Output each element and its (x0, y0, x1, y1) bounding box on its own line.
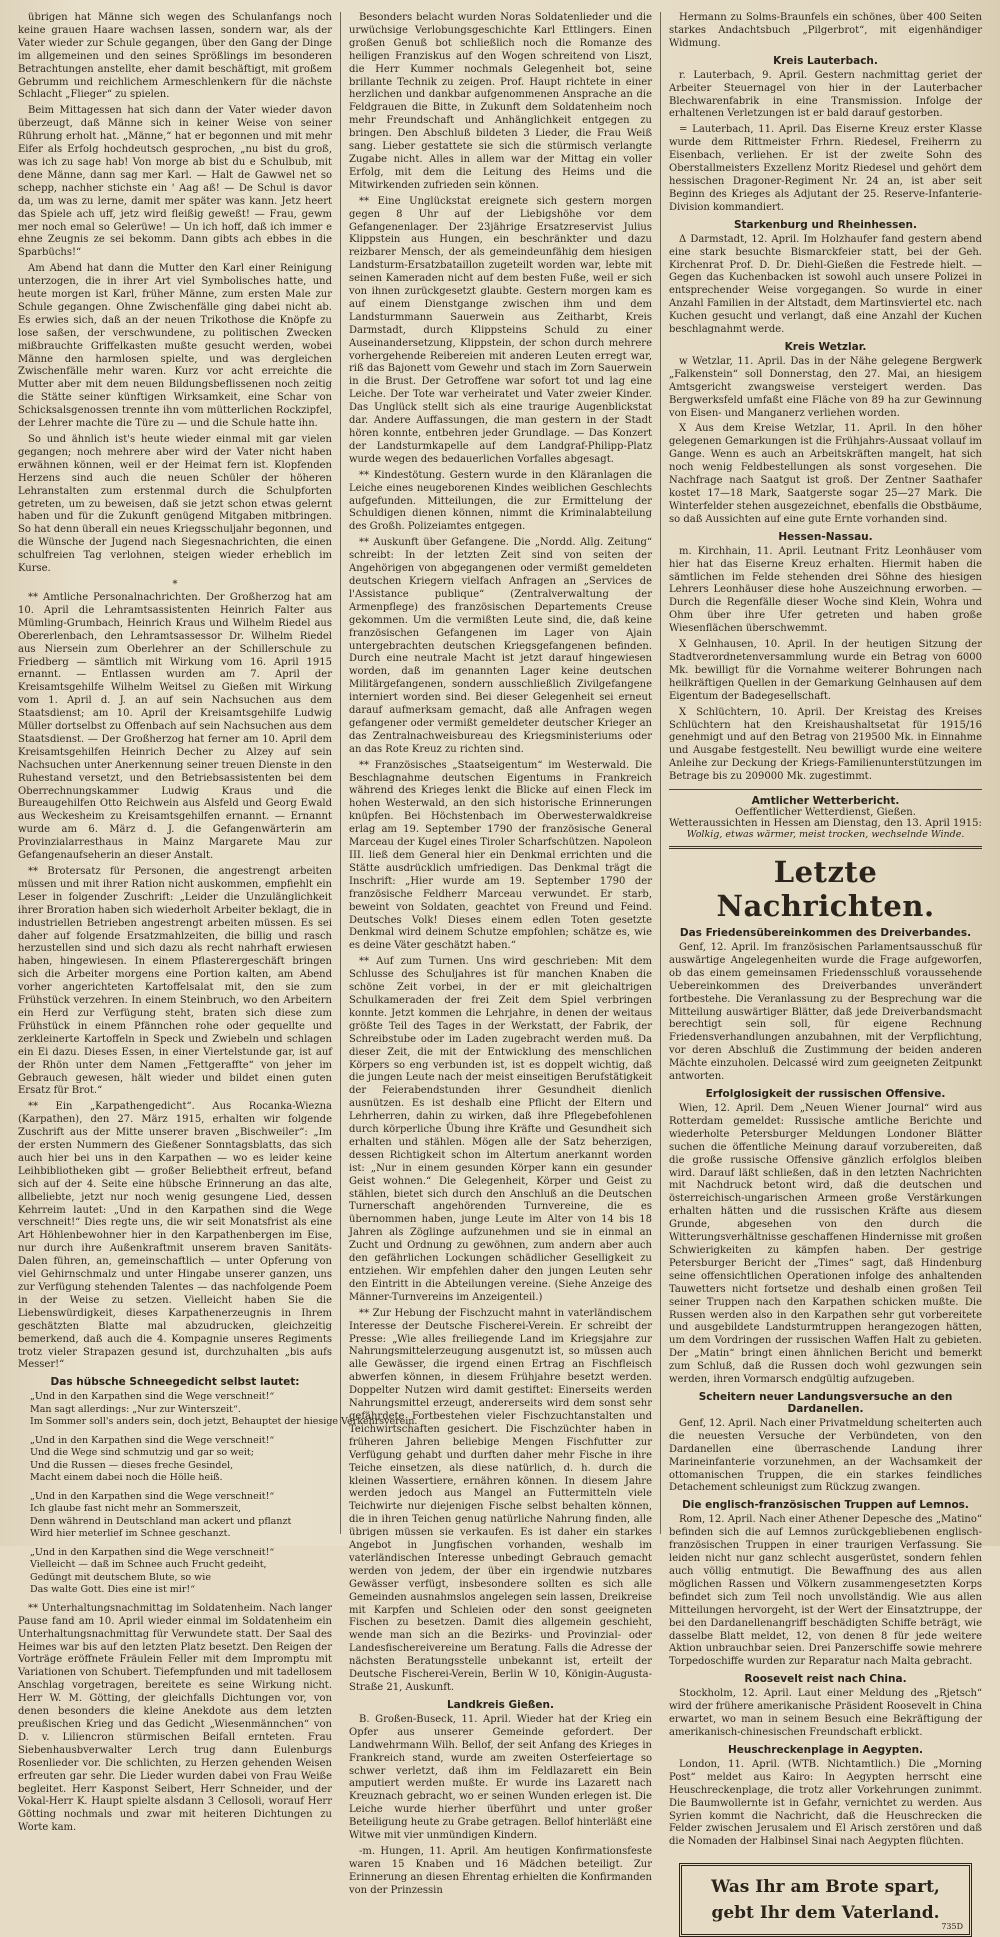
article-hungen: -m. Hungen, 11. April. Am heutigen Konfirmationsfeste waren 15 Knaben und 16 Mädchen beteiligt. Zur Erinnerung an diesen Ehrentag erhielten die Konfirmanden von der Prinzessin (349, 1845, 652, 1896)
column-left (10, 12, 418, 1834)
verse-line: Man sagt allerdings: „Nur zur Winterszeit“. (30, 1403, 241, 1415)
verse-line: Gedüngt mit deutschem Blute, so wie (30, 1571, 211, 1583)
article-dardanellen: Genf, 12. April. Nach einer Privatmeldung scheiterten auch die neuesten Versuche der Verbündeten, von den Dardanellen eine überraschende Landung ihrer Marineinfanterie vorzunehmen, an der Wachsamkeit der ottomanischen Truppen, die ein starkes feindliches Detachement schleunigst zum Rückzug zwangen. (669, 1417, 982, 1494)
section-heading: Landkreis Gießen. (446, 1698, 555, 1711)
article-lemnos: Rom, 12. April. Nach einer Athener Depesche des „Matino“ befinden sich die auf Lemnos zurückgebliebenen englisch-französischen Truppen in einer traurigen Verfassung. Sie leiden nicht nur ganz schlecht ausgerüstet, sondern fehlen auch völlig entmutigt. Die Bewaffnung des aus allen möglichen Rassen und Völkern zusammengesetzten Korps befindet sich zum Teil noch unvollständig. Wie aus allen Mitteilungen hervorgeht, ist der Wert der Einsatztruppe, der bei den Dardanellenangriff beschädigten Schiffe beträgt, wie dasselbe Blatt meldet, 12, von denen 8 für jede weitere Aktion unbrauchbar seien. Drei Panzerschiffe sowie mehrere Torpedoschiffe wurden zur Reparatur nach Malta gebracht. (669, 1514, 982, 1668)
section-heading: Heuschreckenplage in Aegypten. (727, 1743, 924, 1756)
column-right (660, 12, 990, 1932)
section-heading: Das Friedensübereinkommen des Dreiverbandes. (679, 927, 972, 940)
article-genf: Genf, 12. April. Im französischen Parlamentsausschuß für auswärtige Angelegenheiten wurde die Frage aufgeworfen, ob das einem gemeinsamen Friedensschluß voraussehende Uebereinkommen des Dreiverbandes unverändert fortbestehe. Die Veranlassung zu der Besprechung war die Mitteilung auswärtiger Blätter, daß jede Dreiverbandsmacht berechtigt sein soll, für eigene Rechnung Friedensverhandlungen anzubahnen, mit der Verpflichtung, vor deren Abschluß die Zustimmung der beiden anderen Mächte einzuholen. Delcassé wird zum geeigneten Zeitpunkt antworten. (669, 942, 982, 1083)
verse-line: Und die Russen — dieses freche Gesindel, (30, 1459, 234, 1471)
divider (669, 789, 982, 790)
section-heading: Starkenburg und Rheinhessen. (733, 218, 918, 231)
article-schluechtern: X Schlüchtern, 10. April. Der Kreistag des Kreises Schlüchtern hat den Kreishaushaltsetat für 1915/16 genehmigt und auf den Betrag von 219500 Mk. in Einnahme und Ausgabe festgestellt. Neu bewilligt wurde eine weitere Anleihe zur Deckung der Kriegs-Familienunterstützungen im Betrage bis zu 209000 Mk. zugestimmt. (669, 706, 982, 783)
article-lauterbach-kreuz: = Lauterbach, 11. April. Das Eiserne Kreuz erster Klasse wurde dem Rittmeister Frhrn. Riedesel, Freiherrn zu Eisenbach, verliehen. Er ist der zweite Sohn des Oberstallmeisters Exzellenz Moritz Riedesel und gehört dem hessischen Dragoner-Regiment Nr. 24 an, ist aber seit Beginn des Krieges als Adjutant der 25. Reserve-Infanterie-Division kommandiert. (669, 124, 982, 213)
verse-line: „Und in den Karpathen sind die Wege verschneit!“ (30, 1490, 275, 1502)
verse-line: Das walte Gott. Dies eine ist mir!“ (30, 1584, 196, 1596)
article-turnen: ** Auf zum Turnen. Uns wird geschrieben: Mit dem Schlusse des Schuljahres ist für manchen Knaben die schöne Zeit vorbei, in der er mit gleichaltrigen Schulkameraden der frei Zeit dem Spiel verbringen konnte. Jetzt kommen die Lehrjahre, in denen der weitaus größte Teil des Tages in der Werkstatt, der Fabrik, der Schreibstube oder im Laden zugebracht werden muß. Da dieser Zeit, die mit der Entwicklung des menschlichen Körpers so eng verbunden ist, ist es doppelt wichtig, daß die jungen Leute nach der meist einseitigen Berufstätigkeit der Feierabendstunden ihrer Gesundheit dienlich ausnützen. Es ist deshalb eine Pflicht der Eltern und Lehrherren, dahin zu wirken, daß ihre Pflegebefohlenen durch körperliche Übung ihre Kräfte und Gesundheit sich erhalten und stählen. Mögen alle der Satz beherzigen, dessen Richtigkeit schon im Altertum anerkannt worden ist: „Nur in einem gesunden Körper kann ein gesunder Geist wohnen.“ Die Gelegenheit, Körper und Geist zu stählen, bietet sich durch den Anschluß an die Deutschen Turnerschaft angehörenden Turnvereine, die es übernommen haben, junge Leute im Alter von 14 bis 18 Jahren als Zöglinge aufzunehmen und sie in einmal an Zucht und Ordnung zu gewöhnen, zum andern aber auch den gefährlichen Lockungen schädlicher Geselligkeit zu entziehen. Wir empfehlen daher den jungen Leuten sehr den Eintritt in die Abteilungen vereine. (Siehe Anzeige des Männer-Turnvereins im Anzeigenteil.) (349, 956, 652, 1303)
weather-text: Wolkig, etwas wärmer, meist trocken, wechselnde Winde. (686, 829, 965, 841)
article-lauterbach: r. Lauterbach, 9. April. Gestern nachmittag geriet der Arbeiter Steuernagel von hier in der Lauterbacher Blechwarenfabrik in eine Transmission. Infolge der erhaltenen Verletzungen ist er bald darauf gestorben. (669, 69, 982, 120)
article-soldatenheim: ** Unterhaltungsnachmittag im Soldatenheim. Nach langer Pause fand am 10. April wieder einmal im Soldatenheim ein Unterhaltungsnachmittag für Verwundete statt. Der Saal des Heimes war bis auf den letzten Platz besetzt. Den Reigen der Vorträge eröffnete Fräulein Feller mit dem Impromptu mit Variationen von Schubert. Tiefempfunden und mit tadellosem Anschlag vorgetragen, bereitete es seine Wirkung nicht. Herr W. M. Götting, der gleichfalls Dichtungen vor, von denen besonders die kleine Anekdote aus dem letzten preußischen Krieg und das Gedicht „Wiesenmännchen“ von D. v. Liliencron stürmischen Beifall ernteten. Frau Siebenhausbverwalter Lerch trug dann Eulenburgs Rosenlieder vor. Die schlichten, zu Herzen gehenden Weisen erfreuten gar sehr. Die Lieder wurden dabei von Frau Weiße begleitet. Herr Kasponst Seibert, Herr Schneider, und der Vokal-Herr K. Haupt spielte alsdann 3 Cellosoli, worauf Herr Götting nochmals und zwar mit heiteren Dichtungen zu Worte kam. (18, 1602, 332, 1834)
article-paragraph: Am Abend hat dann die Mutter den Karl einer Reinigung unterzogen, die in ihrer Art viel Symbolisches hatte, und heute morgen ist Karl, früher Männe, zum ersten Male zur Schule gegangen. Ohne Zwischenfälle ging dabei nicht ab. Es erwies sich, daß an der neuen Trikothose die Knöpfe zu lose saßen, der verschwundene, zu politischen Zwecken mißbrauchte Griffelkasten mußte gesucht werden, wobei Männe den harmlosen spielte, und was dergleichen Zwischenfälle mehr waren. Kurz vor acht erreichte die Mutter aber mit dem neuen Bildungsbeflissenen noch zeitig die Stätte seiner künftigen Wirksamkeit, eine Schar von Schicksalsgenossen trennte ihn vom mütterlichen Rockzipfel, der Lehrer machte die Türe zu — und die Schule hatte ihn. (18, 263, 332, 430)
verse-line: „Und in den Karpathen sind die Wege verschneit!“ (30, 1434, 275, 1446)
article-grossen-buseck: B. Großen-Buseck, 11. April. Wieder hat der Krieg ein Opfer aus unserer Gemeinde gefordert. Der Landwehrmann Wilh. Bellof, der seit Anfang des Krieges in Frankreich stand, wurde am zweiten Osterfeiertage so schwer verletzt, daß ihm im Feldlazarett ein Bein amputiert werden mußte. Er wurde ins Lazarett nach Kreuznach gebracht, wo er seinen Wunden erlegen ist. Die Leiche wurde hierher überführt und unter großer Beteiligung heute zu Grabe getragen. Bellof hinterläßt eine Witwe mit vier unmündigen Kindern. (349, 1713, 652, 1842)
poem-stanza (30, 1435, 332, 1485)
article-gefangene: ** Auskunft über Gefangene. Die „Nordd. Allg. Zeitung“ schreibt: In der letzten Zeit sind von seiten der Angehörigen von abgegangenen oder vermißt gemeldeten deutschen Kriegern vielfach Anfragen an „Services de l'Assistance publique“ (Zentralverwaltung der Armenpflege) des französischen Departements Creuse gekommen. Um die vermißten Leute sind, die, daß keine französischen Gefangenen im Lager von Ajain untergebrachten deutschen Kriegsgefangenen befinden. Durch eine neutrale Macht ist jetzt darauf hingewiesen worden, daß im genannten Lager keine deutschen Militärgefangenen, sondern ausschließlich Zivilgefangene interniert worden sind. Bei dieser Gelegenheit sei erneut darauf aufmerksam gemacht, daß alle Anfragen wegen gefangener oder vermißt gemeldeter deutscher Krieger an das Zentralnachweisbureau des Kriegsministeriums oder an das Rote Kreuz zu richten sind. (349, 537, 652, 755)
article-heuschrecken: London, 11. April. (WTB. Nichtamtlich.) Die „Morning Post“ meldet aus Kairo: In Aegypten herrscht eine Heuschreckenplage, die trotz aller Vorkehrungen zunimmt. Die Baumwollernte ist in Gefahr, vernichtet zu werden. Aus Syrien kommt die Nachricht, daß die Heuschrecken die Felder zwischen Jerusalem und El Arisch zerstören und daß die Nomaden der Halbinsel Sinai nach Aegypten flüchten. (669, 1758, 982, 1848)
article-paragraph: Beim Mittagessen hat sich dann der Vater wieder davon überzeugt, daß Männe sich in keiner Weise von seiner Rührung erholt hat. „Männe,“ hat er begonnen und mit mehr Eifer als Erfolg hochdeutsch gesprochen, „nu bist du groß, was ich zu sage hab! Von morge ab bist du e Schulbub, mit dene Männe, dann sag mer Karl. — Halt de Gawwel net so schepp, nachher stichste ein ' Aag aß! — De Schul is davor da, um was zu lerne, damit mer später was kann. Jetz heert das Spiele ach uff, jetz wird fleißig geweßt! — Frau, gewm mer noch emal so Gelerüwe! — Un ich hoff, daß ich immer e ehne Zeugnis ze sei bekomm. Dann gibts ach ebbes in die Sparbüchs!“ (18, 105, 332, 259)
article-paragraph: übrigen hat Männe sich wegen des Schulanfangs noch keine grauen Haare wachsen lassen, sondern war, als der Vater wieder zur Schule gegangen, über den Gang der Dinge im allgemeinen und den seines Sprößlings im besonderen Betrachtungen anstellte, eher damit beschäftigt, mit großem Gebrumm und reichlichem Armeschlenkern für die nächste Schlacht „Flieger“ zu spielen. (18, 12, 332, 101)
poem-stanza (30, 1391, 418, 1429)
verse-line: Ich glaube fast nicht mehr an Sommerszeit, (30, 1503, 242, 1515)
divider (669, 846, 982, 849)
article-fischzucht: ** Zur Hebung der Fischzucht mahnt in vaterländischem Interesse der Deutsche Fischerei-Verein. Er schreibt der Presse: „Wie alles freiliegende Land im Kriegsjahre zur Nahrungsmittelerzeugung ausgenutzt ist, so müssen auch alle Gewässer, die irgend einen Ertrag an Fischfleisch abwerfen können, in diesem Frühjahre besetzt werden. Doppelter Nutzen wird damit gestiftet: Einerseits werden Nahrungsmittel erzeugt, andererseits wird dem sonst sehr gefährdete Fortbestehen vieler Fischzuchtanstalten und Teichwirtschaften gesichert. Die Fischzüchter haben in früheren Jahren beliebige Mengen Fischfutter zur Verfügung gehabt und durften daher mehr Fische in ihre Teiche einsetzen, als diese natürlich, d. h. durch die kleinen Wassertiere, ernähren können. In diesem Jahre werden jedoch aus Mangel an Futtermitteln viele Teichwirte nur diejenigen Fische selbst behalten können, die in ihren Teichen genug natürliche Nahrung finden, alle übrigen müssen sie verkaufen. Es ist daher ein starkes Angebot in Jungfischen vorhanden, weshalb im vaterländischen Interesse unbedingt Gebrauch gemacht werden von jedem, der über ein irgendwie nutzbares Gewässer verfügt, insbesondere sollten es sich alle Gemeinden ausnahmslos angelegen sein lassen, Dreikreise mit Karpfen und Schleien oder den sonst geeigneten Fischen zu besetzen. Damit dies allgemein geschieht, wende man sich an die Bezirks- und Provinzial- oder Landesfischereivereine um Beratung. Falls die Adresse der nächsten Beratungsstelle unbekannt ist, erteilt der Deutsche Fischerei-Verein, Berlin W 10, Königin-Augusta-Straße 21, Auskunft. (349, 1307, 652, 1693)
verse-line: Wird hier meterlief im Schnee geschanzt. (30, 1528, 231, 1540)
latest-news-heading: Letzte Nachrichten. (716, 855, 935, 924)
article-darmstadt: Δ Darmstadt, 12. April. Im Holzhaufer fand gestern abend eine stark besuchte Bismarckfeier statt, bei der Geh. Kirchenrat Prof. D. Dr. Diehl-Gießen die Festrede hielt. — Gegen das Kuchenbacken ist sowohl auch unsere Polizei in entsprechender Weise vorgegangen. So wurde in einer Anzahl Familien in der Altstadt, dem Martinsviertel etc. nach Kuchen gesucht und verlangt, daß eine Anzahl der Kuchen beschlagnahmt werde. (669, 233, 982, 336)
weather-line: Wetteraussichten in Hessen am Dienstag, den 13. April 1915: (669, 818, 982, 830)
verse-line: Macht einem dabei noch die Hölle heiß. (30, 1472, 223, 1484)
poem-intro: Das hübsche Schneegedicht selbst lautet: (50, 1376, 300, 1389)
article-personalnachrichten: ** Amtliche Personalnachrichten. Der Großherzog hat am 10. April die Lehramtsassistenten Heinrich Falter aus Mümling-Grumbach, Heinrich Kraus und Wilhelm Riedel aus Obererlenbach, den Lehramtsassessor Dr. Wilhelm Riedel aus Niersein zum Oberlehrer an der Schillerschule zu Friedberg — sämtlich mit Wirkung vom 16. April 1915 ernannt. — Entlassen wurden am 7. April der Kreisamtsgehilfe Wilhelm Weitsel zu Gießen mit Wirkung vom 1. April d. J. an auf sein Nachsuchen aus dem Staatsdienst; am 10. April der Kreisamtsgehilfe Ludwig Müller dortselbst zu Offenbach auf sein Nachsuchen aus dem Staatsdienst. — Der Großherzog hat ferner am 10. April dem Kreisamtsgehilfen Heinrich Decher zu Alzey auf sein Nachsuchen unter Anerkennung seiner treuen Dienste in den Ruhestand versetzt, und den Betriebsassistenten bei dem Oberrechnungskammer Ludwig Kraus und die Bureaugehilfen Otto Reichwein aus Alsfeld und Georg Ewald aus Weckesheim zu Kreisamtsgehilfen ernannt. — Ernannt wurde am 6. März d. J. die Gefangenwärterin am Provinzialarresthaus in Mainz Margarete Mau zur Gefangenaufseherin an dieser Anstalt. (18, 591, 332, 862)
article-ungluckstat: ** Eine Unglückstat ereignete sich gestern morgen gegen 8 Uhr auf der Liebigshöhe vor dem Gefangenenlager. Der 23jährige Ersatzreservist Julius Klippstein aus Hungen, ein beschränkter und dazu reizbarer Mensch, der als gemeindeunfähig dem hiesigen Landsturm-Ersatzbataillon zugeteilt worden war, lebte mit seinen Kameraden nicht auf dem besten Fuße, weil er sich von ihnen zurückgesetzt glaubte. Gestern morgen kam es auf einem Dienstgange zwischen ihm und dem Landsturmmann Sauerwein aus Zeitharbt, Kreis Darmstadt, durch Klippsteins Schuld zu einer Auseinandersetzung, Klippstein, der schon durch mehrere vorhergehende Reibereien mit anderen Leuten erregt war, riß das Bajonett vom Gewehr und stach im Zorn Sauerwein in die Brust. Der Getroffene war sofort tot und lag eine Leiche. Der Tote war verheiratet und Vater zweier Kinder. Das Unglück stellt sich als eine traurige Augenblickstat dar. Andere Auffassungen, die man gestern in der Stadt hören konnte, entbehren jeder Grundlage. — Das Konzert der Landsturmkapelle auf dem Landgraf-Philipp-Platz wurde wegen des bedauerlichen Vorfalles abgesagt. (349, 195, 652, 465)
article-kirchhain: m. Kirchhain, 11. April. Leutnant Fritz Leonhäuser vom hier hat das Eiserne Kreuz erhalten. Hiermit haben die sämtlichen im Felde stehenden drei Söhne des hiesigen Lehrers Leonhäuser diese hohe Auszeichnung erworben. — Durch die Regenfälle dieser Woche sind Klein, Wohra und Ohm über ihre Ufer getreten und haben große Wiesenflächen überschwemmt. (669, 545, 982, 635)
verse-line: Und die Wege sind schmutzig und gar so weit; (30, 1447, 254, 1459)
weather-title: Amtlicher Wetterbericht. (751, 795, 900, 808)
section-heading: Hessen-Nassau. (778, 530, 873, 543)
article-roosevelt: Stockholm, 12. April. Laut einer Meldung des „Rjetsch“ wird der frühere amerikanische Präsident Roosevelt in China erwartet, wo man in seinem Besuch eine Bekräftigung der amerikanisch-chinesischen Freundschaft erblickt. (669, 1688, 982, 1738)
article-wetzlar-kreis: X Aus dem Kreise Wetzlar, 11. April. In den höher gelegenen Gemarkungen ist die Frühjahrs-Aussaat vollauf im Gange. Wenn es auch an Arbeitskräften mangelt, hat sich noch wenig Feldbestellungen als sonst vorgesehen. Die Nachfrage nach Saatgut ist groß. Der Zentner Saathafer kostet 17—18 Mark, Saatgerste sogar 25—27 Mark. Die Winterfelder stehen ausgezeichnet, ebenfalls die Obstbäume, so daß Aussichten auf eine gute Ernte vorhanden sind. (669, 423, 982, 525)
verse-line: „Und in den Karpathen sind die Wege verschneit!“ (30, 1546, 275, 1558)
article-gelnhausen: X Gelnhausen, 10. April. In der heutigen Sitzung der Stadtverordnetenversammlung wurde ein Betrag von 6000 Mk. bewilligt für die Vornahme weiterer Bohrungen nach heilkräftigen Quellen in der Gemarkung Gelnhausen auf dem Eigentum der Badegesellschaft. (669, 639, 982, 702)
column-middle (340, 12, 660, 1896)
section-heading: Kreis Wetzlar. (784, 340, 867, 353)
article-karpathengedicht: ** Ein „Karpathengedicht“. Aus Rocanka-Wiezna (Karpathen), den 27. März 1915, erhalten wir folgende Zuschrift aus der Mitte unserer braven „Bischweiler“: „Im der ersten Nummern des Gießener Sonntagsblatts, das sich auch hier bei uns in den Karpathen — wo es leider keine Leihbibliotheken gibt — großer Beliebtheit erfreut, befand sich auf der 4. Seite eine hübsche Erinnerung an das alte, allbeliebte, jetzt nur noch wenig gesungene Lied, dessen Kehrreim lautet: „Und in den Karpathen sind die Wege verschneit!“ Dies regte uns, die wir seit Monatsfrist als eine Art Höhlenbewohner hier in den Karpathenbergen im Eise, nur durch ihre Außenkraftmit unserem braven Sanitäts-Dalen führen, an, gemeinschaftlich — unter Opferung von viel Gehirnschmalz und unter Hingabe unserer ganzen, uns zur Verfügung stehenden Talentes — das nachfolgende Poem in der Weise zu setzen. Vielleicht haben Sie die Liebenswürdigkeit, dieses Karpathenerzeugnis in Ihrem geschätzten Blatte mal abzudrucken, gleichzeitig bemerkend, daß auch die 4. Kompagnie unseres Regiments trotz vieler Strapazen gesund ist, durchzuhalten „bis aufs Messer!“ (18, 1101, 332, 1371)
verse-line: „Und in den Karpathen sind die Wege verschneit!“ (30, 1391, 275, 1403)
section-heading: Die englisch-französischen Truppen auf Lemnos. (682, 1499, 969, 1512)
article-brotersatz: ** Brotersatz für Personen, die angestrengt arbeiten müssen und mit ihrer Ration nicht auskommen, empfiehlt ein Leser in folgender Zuschrift: „Leider die Unzulänglichkeit ihrer Broration haben sich wiederholt Arbeiter beklagt, die in industriellen Betrieben angestrengt arbeiten müssen. Es sei daher auf folgende Ersatzmahlzeiten, die billig und rasch herzustellen sind und sich dazu als recht nahrhaft erwiesen haben, hingewiesen. In einem Pflasterergeschäft bringen sich die Arbeiter morgens eine Portion kalten, am Abend vorher angerichteten Kartoffelsalat mit, den sie zum Frühstück verzehren. In einem Steinbruch, wo den Arbeitern ein Herd zur Verfügung steht, braten sich diese zum Frühstück in einem Pfännchen rohe oder gequellte und zerkleinerte Kartoffeln in Speck und Zwiebeln und schlagen ein Ei dazu. Dieses Essen, in einer Viertelstunde gar, ist auf der Rhön unter dem Namen „Fettgeraffte“ von jeher im Gebrauch gewesen, hält wieder und bildet einen guten Ersatz für Brot.“ (18, 866, 332, 1097)
poem-stanza (30, 1491, 332, 1541)
article-paragraph: Besonders belacht wurden Noras Soldatenlieder und die urwüchsige Verlobungsgeschichte Karl Ettlingers. Einen großen Genuß bot schließlich noch die Romanze des heiligen Franziskus auf den Wogen schreitend von Liszt, die Herr Kummer nochmals Gelegenheit bot, seine brillante Technik zu zeigen. Prof. Haupt richtete in einer herzlichen und dankbar aufgenommenen Ansprache an die Feldgrauen die Bitte, in Zukunft dem Soldatenheim noch mehr Freundschaft und Anhänglichkeit entgegen zu bringen. Den Abschluß bildeten 3 Lieder, die Frau Weiß sang. Lieber gestattete sie sich die stürmisch verlangte Zugabe nicht. Alles in allem war der Mittag ein voller Erfolg, mit dem die Leitung des Heims und die Mitwirkenden zufrieden sein können. (349, 12, 652, 191)
section-heading: Kreis Lauterbach. (773, 54, 878, 67)
article-paragraph: Hermann zu Solms-Braunfels ein schönes, über 400 Seiten starkes Andachtsbuch „Pilgerbrot“, mit eigenhändiger Widmung. (669, 12, 982, 49)
verse-line: Vielleicht — daß im Schnee auch Frucht gedeiht, (30, 1559, 267, 1571)
poem-stanza (30, 1547, 332, 1597)
article-paragraph: So und ähnlich ist's heute wieder einmal mit gar vielen gegangen; noch mehrere aber wird der Vater nicht haben erwähnen können, weil er der Heimat fern ist. Klopfenden Herzens sind auch die neuen Schüler der höheren Lehranstalten zum erstenmal durch die Schulpforten getreten, um zu beweisen, daß sie jetzt schon etwas gelernt haben und für die Zukunft genügend Mitgaben mitbringen. So hat denn überall ein neues Kriegsschuljahr begonnen, und die Wünsche der Jugend nach Siegesnachrichten, die einen schulfreien Tag verlohnen, steigen wieder erheblich im Kurse. (18, 434, 332, 575)
ad-reference: 735D (941, 1922, 963, 1932)
article-kindestotung: ** Kindestötung. Gestern wurde in den Kläranlagen die Leiche eines neugeborenen Kindes weiblichen Geschlechts aufgefunden. Mitteilungen, die zur Ermittelung der Schuldigen dienen können, nimmt die Kriminalabteilung des Großh. Polizeiamtes entgegen. (349, 469, 652, 533)
article-wien: Wien, 12. April. Dem „Neuen Wiener Journal“ wird aus Rotterdam gemeldet: Russische amtliche Berichte und wiederholte Petersburger Meldungen Londoner Blätter suchen die öffentliche Meinung darauf vorzubereiten, daß die große russische Offensive gänzlich erfolglos bleiben wird. Darauf läßt schließen, daß in den letzten Nachrichten mit Nachdruck betont wird, daß die deutschen und österreichisch-ungarischen Armeen große Verstärkungen erhalten hätten und die russischen Kräfte aus diesem Grunde, abgesehen von den durch die Witterungsverhältnisse geschaffenen Hindernisse mit großen Schwierigkeiten zu kämpfen haben. Der gestrige Petersburger Bericht der „Times“ sagt, daß Hindenburg seine offensichtlichen Operationen infolge des anhaltenden Tauwetters nicht fortsetze und deshalb einen großen Teil seiner Truppen nach den Karpathen schicken mußte. Die Russen werden also in den Karpathen sehr gut vorbereitete und ausgebildete Landsturmtruppen herangezogen hätten, um dem Vordringen der russischen Waffen Halt zu gebieten. Der „Matin“ bringt einen ähnlichen Bericht und bemerkt zum Schluß, daß die Russen doch wohl gezwungen sein werden, ihren Vormarsch endgültig aufzugeben. (669, 1103, 982, 1386)
article-wetzlar: w Wetzlar, 11. April. Das in der Nähe gelegene Bergwerk „Falkenstein“ soll Donnerstag, den 27. Mai, an hiesigem Amtsgericht zwangsweise versteigert werden. Das Bergwerksfeld umfaßt eine Fläche von 89 ha zur Gewinnung von Eisen- und Manganerz verliehen worden. (669, 355, 982, 419)
advertisement-box (679, 1863, 972, 1937)
section-heading: Erfolglosigkeit der russischen Offensive. (705, 1088, 946, 1100)
weather-source: Oeffentlicher Wetterdienst, Gießen. (735, 807, 916, 819)
article-westerwald: ** Französisches „Staatseigentum“ im Westerwald. Die Beschlagnahme deutschen Eigentums in Frankreich während des Krieges lenkt die Blicke auf einen Fleck im hohen Westerwald, an den sich historische Erinnerungen knüpfen. Bei Höchstenbach im Oberwesterwaldkreise erlag am 19. September 1790 der französische General Marceau der Kugel eines Tiroler Scharfschützen. Napoleon III. ließ dem General hier ein Denkmal errichten und die Stätte ausdrücklich umfriedigen. Das Denkmal trägt die Inschrift: „Hier wurde am 19. September 1790 der französische Feldherr Marceau verwundet. Er starb, beweint von Soldaten, geachtet von Freund und Feind. Deutsches Volk! Dieses einem edlen Toten gesetzte Denkmal wird deinem Schutze empfohlen; schätze es, wie es deine Väter geschätzt haben.“ (349, 759, 652, 952)
ad-line: gebt Ihr dem Vaterland. (711, 1903, 940, 1924)
separator-star: * (172, 578, 178, 590)
verse-line: Denn während in Deutschland man ackert und pflanzt (30, 1515, 292, 1527)
ad-line: Was Ihr am Brote spart, (711, 1877, 940, 1898)
columns (10, 12, 990, 1932)
section-heading: Scheitern neuer Landungsversuche an den Dardanellen. (698, 1390, 953, 1415)
verse-line: Im Sommer soll's anders sein, doch jetzt, Behauptet der hiesige Verkehrsverein. (30, 1416, 418, 1428)
section-heading: Roosevelt reist nach China. (744, 1673, 907, 1686)
